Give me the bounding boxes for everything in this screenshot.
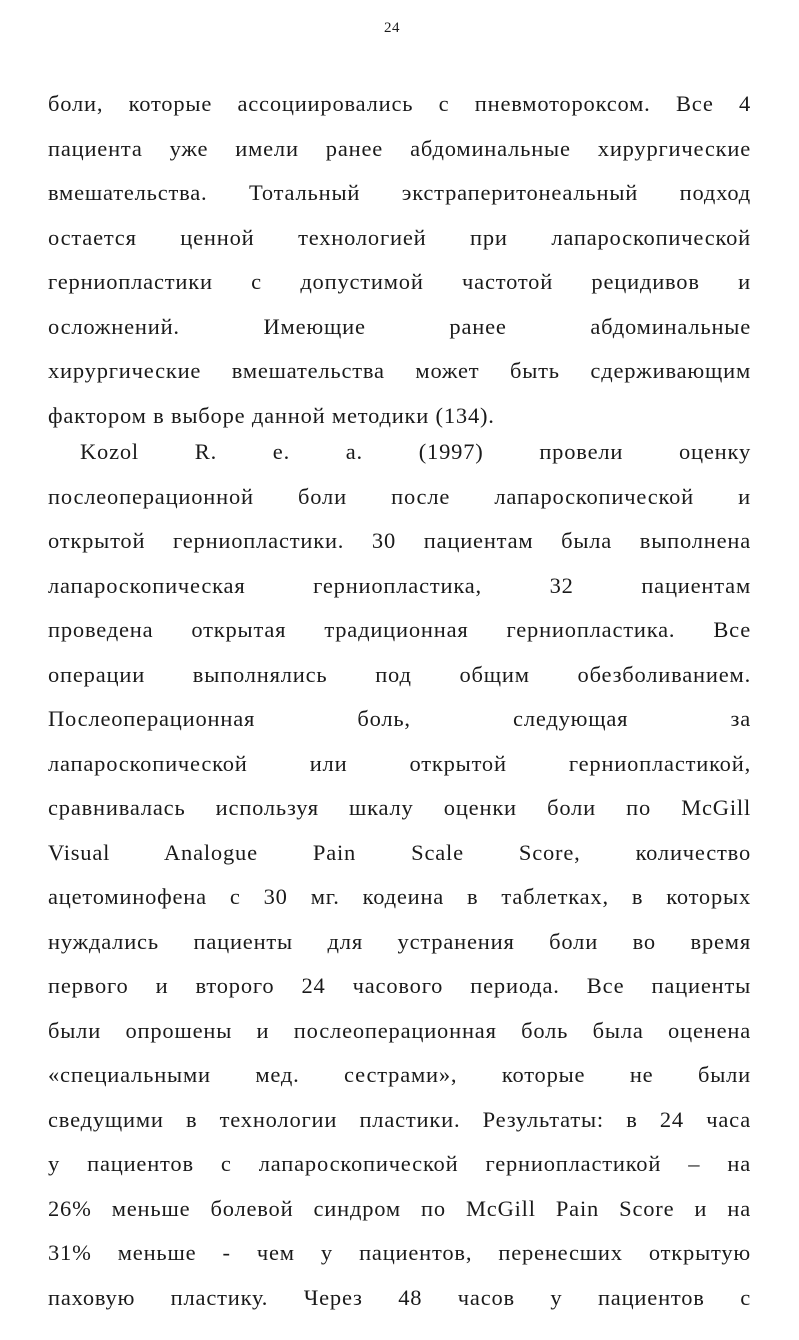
text-line: пациента уже имели ранее абдоминальные хирургические	[48, 135, 751, 161]
text-line: 26% меньше болевой синдром по McGill Pain Score и на	[48, 1195, 751, 1221]
text-line: были опрошены и послеоперационная боль была оценена	[48, 1017, 751, 1043]
text-line: у пациентов с лапароскопической герниопластикой – на	[48, 1151, 751, 1176]
text-line: 31% меньше - чем у пациентов, перенесших открытую	[48, 1240, 751, 1265]
text-line: паховую пластику. Через 48 часов у пациентов с	[48, 1284, 751, 1310]
text-line: вмешательства. Тотальный экстраперитонеальный подход	[48, 180, 751, 205]
text-line: нуждались пациенты для устранения боли во время	[48, 928, 751, 954]
text-line: герниопластики с допустимой частотой рецидивов и	[48, 269, 751, 294]
text-line: проведена открытая традиционная герниопластика. Все	[48, 617, 751, 642]
text-line: открытой герниопластики. 30 пациентам была выполнена	[48, 528, 751, 553]
text-line: лапароскопической или открытой герниопластикой,	[48, 750, 751, 776]
text-line: остается ценной технологией при лапароскопической	[48, 224, 751, 250]
text-line: операции выполнялись под общим обезболиванием.	[48, 661, 751, 687]
text-line: боли, которые ассоциировались с пневмотороксом. Все 4	[48, 91, 751, 116]
text-line: сравнивалась используя шкалу оценки боли по McGill	[48, 795, 751, 820]
text-line: «специальными мед. сестрами», которые не были	[48, 1062, 751, 1087]
text-line: послеоперационной боли после лапароскопической и	[48, 483, 751, 509]
text-line: осложнений. Имеющие ранее абдоминальные	[48, 313, 751, 339]
text-line: Kozol R. е. а. (1997) провели оценку	[80, 439, 751, 464]
page-number: 24	[384, 20, 400, 36]
text-line: хирургические вмешательства может быть сдерживающим	[48, 358, 751, 383]
paragraph-1	[48, 82, 751, 438]
text-line: лапароскопическая герниопластика, 32 пациентам	[48, 572, 751, 598]
paragraph-2	[48, 430, 751, 1320]
text-line: Visual Analogue Pain Scale Score, количество	[48, 839, 751, 865]
text-line: первого и второго 24 часового периода. Все пациенты	[48, 973, 751, 998]
text-line: сведущими в технологии пластики. Результаты: в 24 часа	[48, 1106, 751, 1132]
text-line: фактором в выборе данной методики (134).	[48, 402, 495, 428]
text-line: Послеоперационная боль, следующая за	[48, 706, 751, 731]
text-line: ацетоминофена с 30 мг. кодеина в таблетках, в которых	[48, 884, 751, 909]
